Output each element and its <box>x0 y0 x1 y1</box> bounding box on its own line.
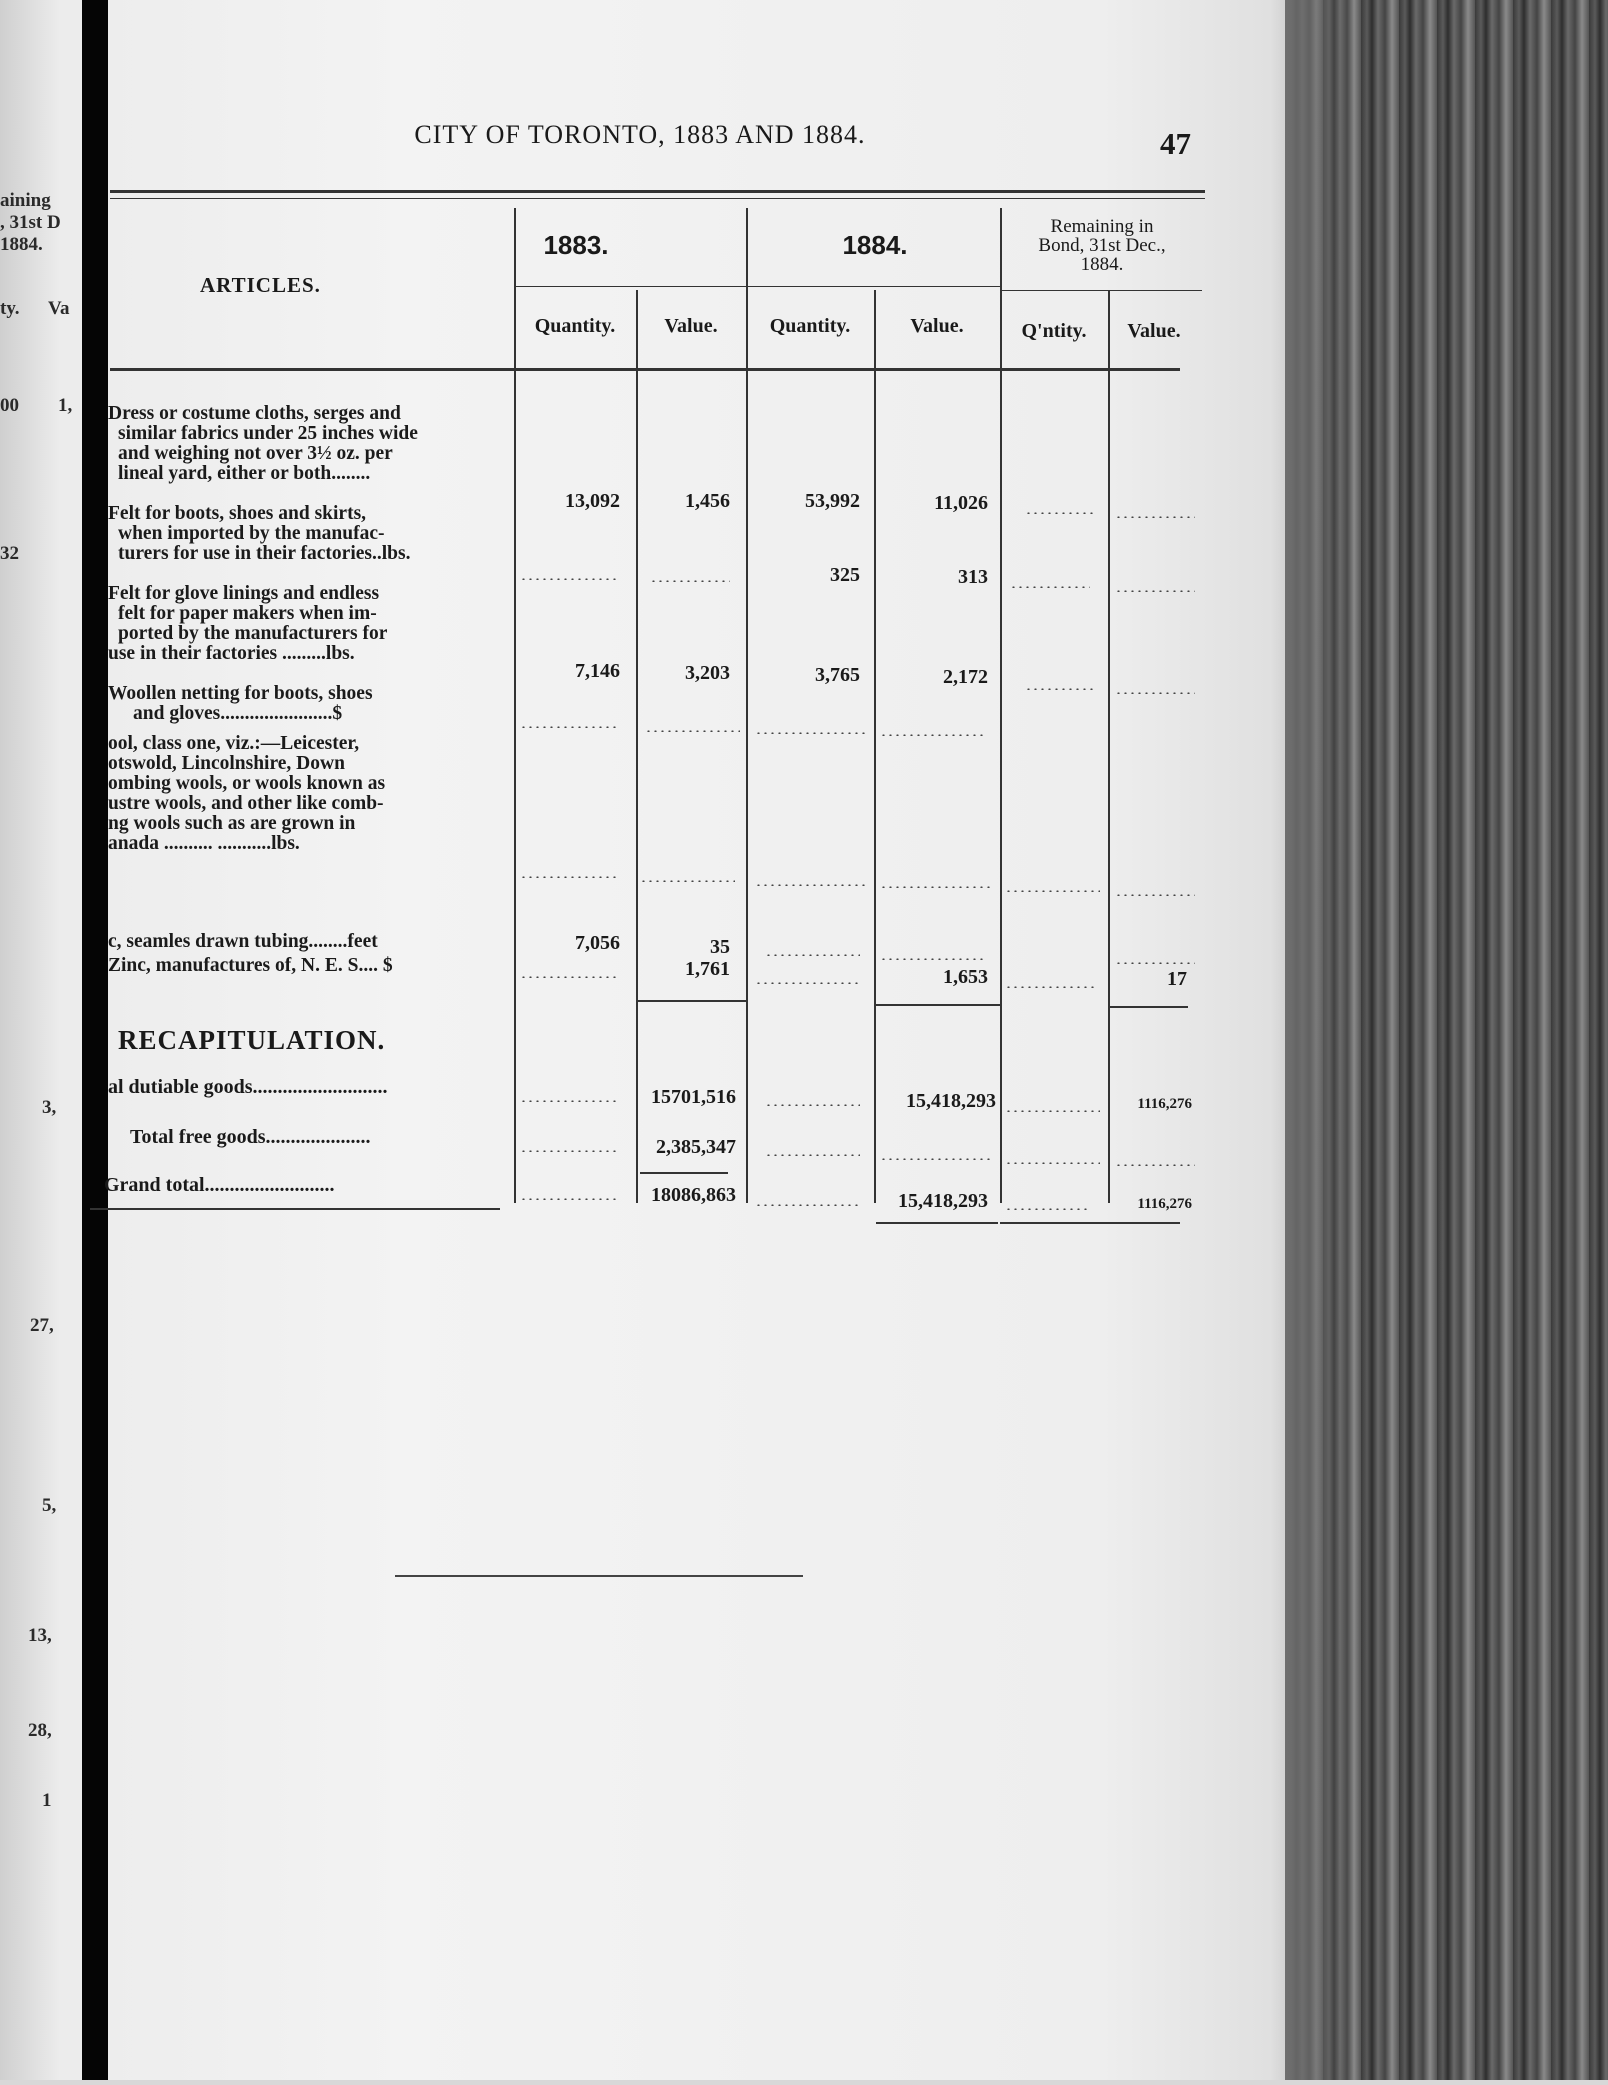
leader-dots <box>520 1150 620 1152</box>
leader-dots <box>755 732 865 734</box>
total-dutiable-1883: 15701,516 <box>651 1086 736 1108</box>
fragment-value: 27, <box>30 1315 54 1336</box>
leader-dots <box>520 578 620 580</box>
leader-dots <box>1115 1164 1195 1166</box>
leader-dots <box>1005 1162 1100 1164</box>
leader-dots <box>520 726 620 728</box>
article-line: turers for use in their factories..lbs. <box>118 544 411 564</box>
leader-dots <box>880 1158 990 1160</box>
fragment-head-1: aining <box>0 190 51 211</box>
col-divider <box>1108 290 1110 1203</box>
article-line: Felt for boots, shoes and skirts, <box>108 504 367 524</box>
leader-dots <box>880 886 990 888</box>
leader-dots <box>755 884 865 886</box>
book-binding-shadow <box>82 0 108 2080</box>
facing-page-fragment <box>0 185 82 2085</box>
leader-dots <box>520 976 620 978</box>
leader-dots <box>520 1100 620 1102</box>
fragment-col-qty: ty. <box>0 298 20 319</box>
qty-1884: 3,765 <box>815 664 860 686</box>
article-felt-glove-linings <box>108 584 508 664</box>
grand-total-1883: 18086,863 <box>651 1184 736 1206</box>
bond-header-line: Bond, 31st Dec., <box>1038 235 1166 256</box>
fragment-value: 5, <box>42 1495 57 1516</box>
total-free-1883: 2,385,347 <box>656 1136 736 1158</box>
qty-1883: 7,146 <box>575 660 620 682</box>
article-line: ustre wools, and other like comb- <box>108 794 384 814</box>
leader-dots <box>1115 894 1195 896</box>
qty-1883: 7,056 <box>575 932 620 954</box>
table-bottom-rule <box>1000 1222 1180 1224</box>
total-free-label: Total free goods..................... <box>130 1126 371 1148</box>
value-1884: 313 <box>958 566 988 588</box>
article-line: ool, class one, viz.:—Leicester, <box>108 734 360 754</box>
value-1884: 2,172 <box>943 666 988 688</box>
leader-dots <box>650 580 730 582</box>
year-1884-header: 1884. <box>842 230 908 260</box>
leader-dots <box>765 1104 860 1106</box>
value-1883: 35 <box>710 936 730 958</box>
fragment-value: 00 <box>0 395 19 416</box>
leader-dots <box>880 958 985 960</box>
leader-dots <box>755 1204 860 1206</box>
total-dutiable-bond: 1116,276 <box>1137 1096 1192 1112</box>
qty-1884: 325 <box>830 564 860 586</box>
leader-dots <box>1005 1208 1090 1210</box>
col-divider <box>514 208 516 1203</box>
value-1884-header: Value. <box>910 315 964 337</box>
fragment-value: 1, <box>58 395 73 416</box>
leader-dots <box>1025 688 1095 690</box>
article-dress-cloths <box>108 404 508 484</box>
section-rule <box>874 1004 1000 1006</box>
page-edges-shadow <box>1285 0 1355 2080</box>
value-1884: 1,653 <box>943 966 988 988</box>
footer-rule <box>395 1575 803 1577</box>
article-wool-class-one <box>108 734 508 854</box>
grand-total-rule <box>640 1172 728 1174</box>
leader-dots <box>645 730 740 732</box>
bond-header-line: 1884. <box>1080 254 1124 275</box>
article-line: Woollen netting for boots, shoes <box>108 684 373 704</box>
qty-1884: 53,992 <box>805 490 860 512</box>
fragment-head-2: , 31st D <box>0 212 61 233</box>
article-line: ng wools such as are grown in <box>108 814 356 834</box>
article-line: felt for paper makers when im- <box>118 604 377 624</box>
quantity-1883-header: Quantity. <box>534 315 616 337</box>
leader-dots <box>1010 586 1090 588</box>
article-felt-boots <box>108 504 508 564</box>
grand-total-bond: 1116,276 <box>1137 1196 1192 1212</box>
fragment-col-val: Va <box>48 298 70 319</box>
leader-dots <box>755 982 860 984</box>
article-zinc-manufactures <box>108 956 508 976</box>
section-rule <box>1108 1006 1188 1008</box>
leader-dots <box>765 1154 860 1156</box>
grand-total-underline <box>876 1222 998 1224</box>
fragment-value: 28, <box>28 1720 52 1741</box>
article-line: c, seamles drawn tubing........feet <box>108 932 378 952</box>
article-woollen-netting <box>108 684 508 724</box>
quantity-1884-header: Quantity. <box>769 315 851 337</box>
value-1884: 11,026 <box>934 492 988 514</box>
fragment-value: 13, <box>28 1625 52 1646</box>
article-drawn-tubing <box>108 932 508 952</box>
article-line: when imported by the manufac- <box>118 524 385 544</box>
col-divider <box>1000 208 1002 1203</box>
article-line: otswold, Lincolnshire, Down <box>108 754 345 774</box>
value-1883: 1,456 <box>685 490 730 512</box>
leader-dots <box>520 1198 620 1200</box>
bond-sub-rule <box>1002 290 1202 291</box>
value-1883: 3,203 <box>685 662 730 684</box>
leader-dots <box>880 734 985 736</box>
table-bottom-rule <box>90 1208 500 1210</box>
article-line: Felt for glove linings and endless <box>108 584 380 604</box>
articles-header: ARTICLES. <box>200 273 321 297</box>
value-1883: 1,761 <box>685 958 730 980</box>
total-dutiable-label: al dutiable goods........................... <box>108 1076 388 1098</box>
leader-dots <box>765 954 860 956</box>
leader-dots <box>1025 512 1095 514</box>
article-line: ported by the manufacturers for <box>118 624 388 644</box>
article-line: ombing wools, or wools known as <box>108 774 386 794</box>
top-rule-thin <box>110 198 1205 199</box>
top-rule <box>110 190 1205 193</box>
page-number: 47 <box>1160 126 1191 161</box>
article-line: Dress or costume cloths, serges and <box>108 404 401 424</box>
value-bond-header: Value. <box>1127 320 1181 342</box>
running-head: CITY OF TORONTO, 1883 AND 1884. <box>414 120 866 149</box>
col-divider <box>874 290 876 1203</box>
value-bond: 17 <box>1167 968 1187 990</box>
article-line: and weighing not over 3½ oz. per <box>118 444 393 464</box>
article-line: lineal yard, either or both........ <box>118 464 371 484</box>
grand-total-label: Grand total.......................... <box>104 1174 335 1196</box>
quantity-bond-header: Q'ntity. <box>1021 320 1087 342</box>
year-1883-header: 1883. <box>543 230 609 260</box>
qty-1883: 13,092 <box>565 490 620 512</box>
article-line: anada .......... ...........lbs. <box>108 834 300 854</box>
value-1883-header: Value. <box>664 315 718 337</box>
section-rule <box>636 1000 746 1002</box>
col-divider <box>636 290 638 1203</box>
year-sub-rule <box>516 286 1000 287</box>
fragment-head-3: 1884. <box>0 234 43 255</box>
article-line: Zinc, manufactures of, N. E. S.... $ <box>108 956 393 976</box>
leader-dots <box>1005 890 1100 892</box>
leader-dots <box>520 876 620 878</box>
total-dutiable-1884: 15,418,293 <box>906 1090 996 1112</box>
article-line: and gloves.......................$ <box>133 704 343 724</box>
leader-dots <box>1115 590 1195 592</box>
col-divider <box>746 208 748 1203</box>
article-line: use in their factories .........lbs. <box>108 644 355 664</box>
bond-header-line: Remaining in <box>1050 216 1154 237</box>
fragment-value: 1 <box>42 1790 52 1811</box>
article-line: similar fabrics under 25 inches wide <box>118 424 418 444</box>
grand-total-1884: 15,418,293 <box>898 1190 988 1212</box>
fragment-value: 3, <box>42 1097 57 1118</box>
leader-dots <box>640 880 735 882</box>
leader-dots <box>1005 986 1095 988</box>
header-bottom-rule <box>110 368 1180 371</box>
bond-header <box>1002 217 1202 274</box>
recapitulation-heading: RECAPITULATION. <box>118 1025 386 1055</box>
fragment-value: 32 <box>0 543 19 564</box>
leader-dots <box>1115 962 1195 964</box>
leader-dots <box>1115 516 1195 518</box>
leader-dots <box>1005 1110 1100 1112</box>
leader-dots <box>1115 692 1195 694</box>
